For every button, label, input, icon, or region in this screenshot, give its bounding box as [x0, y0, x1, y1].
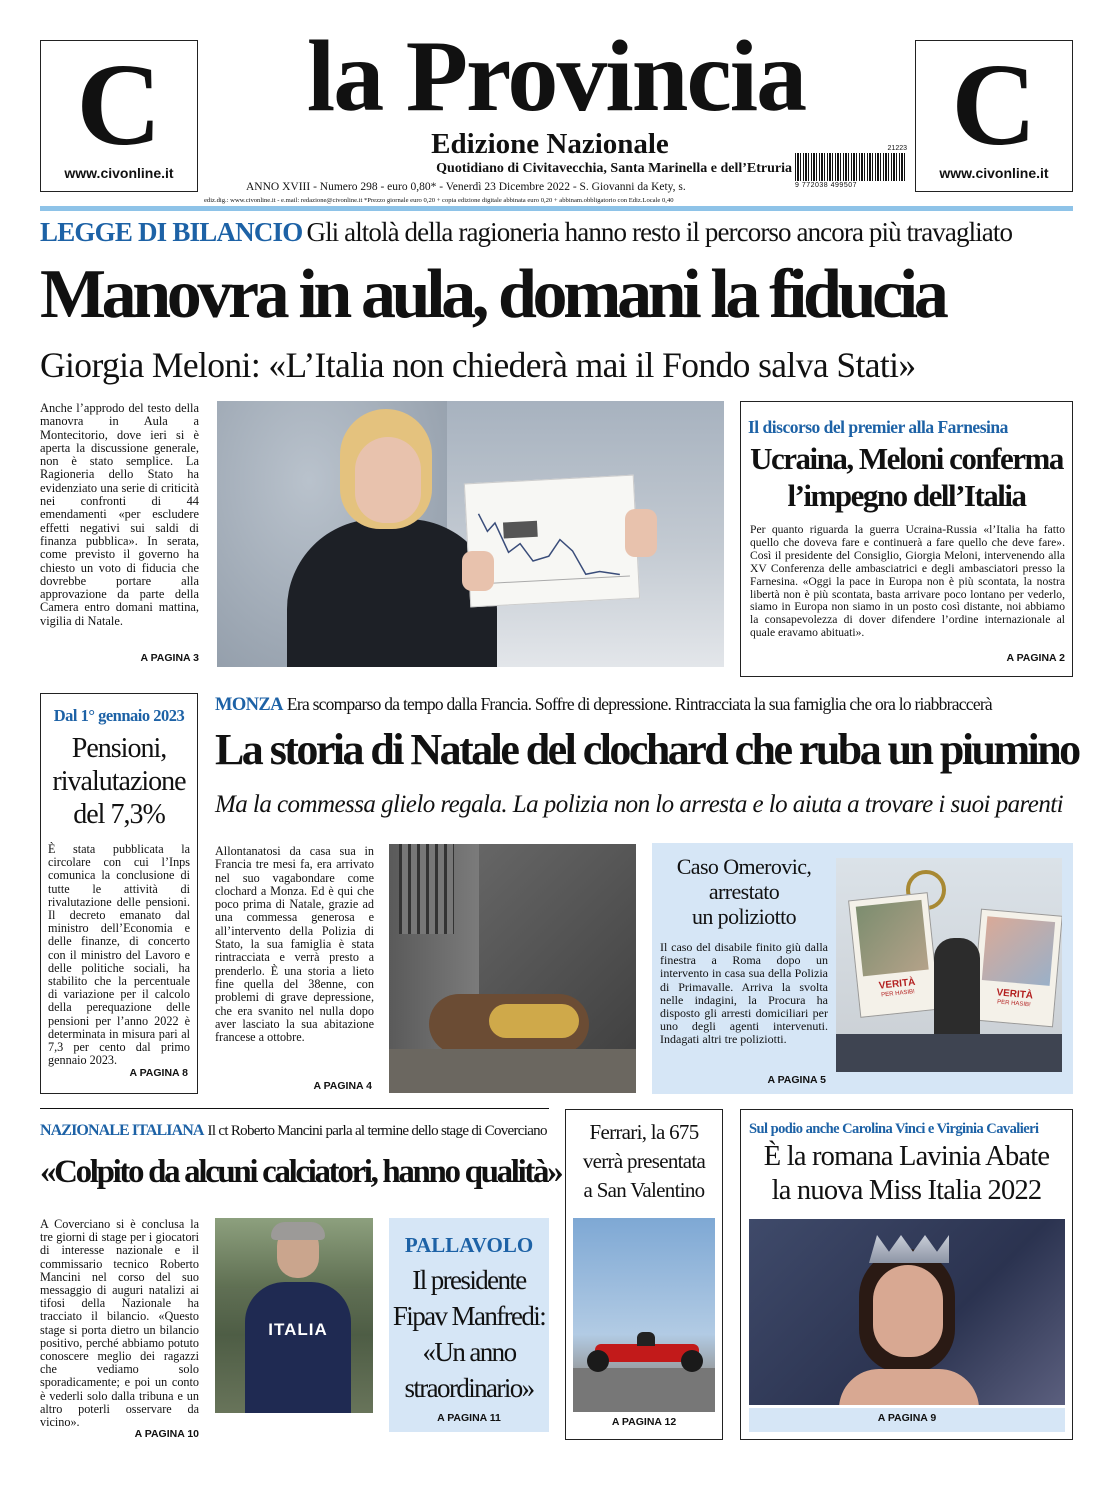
- masthead-rule: [40, 206, 1073, 211]
- jacket: [287, 519, 497, 667]
- mancini-kicker-line: [40, 1120, 560, 1142]
- ukraine-page-ref[interactable]: A PAGINA 2: [1006, 652, 1065, 664]
- fine-print: ediz.dig.: www.civonline.it - e.mail: redazione@civonline.it *Prezzo giornale euro 0,20 + copia edizione digitale abbinata euro 0,20 + abbinam.obbligatorio con Ediz.Locale 0,40: [204, 197, 674, 204]
- lead-kicker: LEGGE DI BILANCIO: [40, 217, 303, 247]
- volley-headline-line-2: Fipav Manfredi:: [392, 1301, 546, 1331]
- lead-body: Anche l’approdo del testo della manovra in Aula a Montecitorio, dove ieri si è aperta la discussione generale, non è stato semplice. La Ragioneria dello Stato ha evidenziato una serie di criticità nei confronti di 44 emendamenti «per escludere effetti negativi sui saldi di finanza pubblica». In serata, come previsto il governo ha chiesto un voto di fiducia che dovrebbe portare alla approvazione da parte della Camera entro domani mattina, vigilia di Natale.: [40, 401, 199, 628]
- mancini-kicker-text: Il ct Roberto Mancini parla al termine dello stage di Coverciano: [207, 1123, 547, 1139]
- barcode-bars: [795, 153, 907, 181]
- ferrari-headline-line-3: a San Valentino: [583, 1178, 705, 1202]
- pensions-headline[interactable]: [40, 732, 198, 831]
- volley-kicker: PALLAVOLO: [404, 1233, 534, 1257]
- clochard-headline[interactable]: La storia di Natale del clochard che ruba un piumino: [215, 725, 1079, 774]
- mancini-jacket: [245, 1282, 351, 1413]
- pensions-body: È stata pubblicata la circolare con cui l’Inps comunica la conclusione di tutte le attività di rivalutazione delle pensioni. Il decreto emanato dal ministro dell’Economia e delle finanze, di concerto con il ministro del Lavoro e delle politiche sociali, ha stabilito che la percentuale di variazione per il calcolo della perequazione delle pensioni per l’anno 2022 è determinata in misura pari al 7,3 per cento dal primo gennaio 2023.: [48, 842, 190, 1068]
- ferrari-headline[interactable]: [565, 1118, 723, 1205]
- masthead-edition: Edizione Nazionale: [431, 128, 669, 160]
- omerovic-page-ref[interactable]: A PAGINA 5: [767, 1074, 826, 1086]
- ukraine-kicker: Il discorso del premier alla Farnesina: [748, 417, 1008, 437]
- clochard-subhead: Ma la commessa glielo regala. La polizia non lo arresta e lo aiuta a trovare i suoi parenti: [215, 791, 1064, 818]
- desk: [836, 1034, 1062, 1072]
- clochard-kicker-text: Era scomparso da tempo dalla Francia. Soffre di depressione. Rintracciata la sua famiglia che ora lo riabbraccerà: [286, 694, 992, 714]
- miss-headline-line-2: la nuova Miss Italia 2022: [771, 1175, 1042, 1206]
- mancini-kicker: NAZIONALE ITALIANA: [40, 1122, 204, 1139]
- protest-sign-right: [971, 909, 1062, 1028]
- miss-photo: [749, 1219, 1065, 1405]
- pensions-page-ref[interactable]: A PAGINA 8: [129, 1067, 188, 1079]
- ukraine-headline[interactable]: [740, 440, 1073, 514]
- clochard-photo: [389, 844, 636, 1093]
- sign-text-left-2: PER HASIB!: [881, 989, 916, 999]
- protest-sign-left: [848, 892, 940, 1018]
- mancini-headline[interactable]: «Colpito da alcuni calciatori, hanno qualità»: [40, 1154, 562, 1190]
- face: [355, 437, 421, 523]
- miss-kicker: Sul podio anche Carolina Vinci e Virginia Cavalieri: [749, 1121, 1039, 1137]
- miss-face: [873, 1265, 943, 1357]
- mancini-photo: [215, 1218, 373, 1413]
- mancini-shirt-text: ITALIA: [268, 1320, 328, 1339]
- ferrari-headline-line-1: Ferrari, la 675: [589, 1120, 699, 1144]
- volley-page-ref[interactable]: A PAGINA 11: [437, 1412, 501, 1424]
- mancini-body: A Coverciano si è conclusa la tre giorni di stage per i giocatori di interesse nazionale e il commissario tecnico Roberto Mancini nel corso del suo messaggio di auguri natalizi ai tifosi della Nazionale ha tracciato il bilancio. «Questo stage si porta dietro un bilancio positivo, perché abbiamo potuto conoscere meglio dei ragazzi che vediamo solo sporadicamente; e poi un conto è vederli solo dalla tribuna e un altro poterli osservare da vicino».: [40, 1217, 199, 1430]
- barcode-top-number: 21223: [887, 145, 907, 152]
- clochard-body: Allontanatosi da casa sua in Francia tre mesi fa, era arrivato nel suo vagabondare come clochard a Monza. Ed è qui che poco prima di Natale, grazie ad una commessa generosa e all’intervento della Polizia di Stato, la sua famiglia è stata rintracciata e verrà presto a prenderlo. È una storia a lieto fine quella del 38enne, con problemi di grave depressione, che era svanito nel nulla dopo aver lasciato la sua abitazione francese a ottobre.: [215, 844, 374, 1045]
- pensions-headline-line-3: del 7,3%: [73, 799, 165, 830]
- pensions-kicker: Dal 1° gennaio 2023: [53, 706, 185, 725]
- volley-headline-line-4: straordinario»: [404, 1373, 534, 1403]
- masthead-title: la Provincia: [306, 20, 806, 133]
- meloni-photo: [217, 401, 724, 667]
- omerovic-headline-line-1: Caso Omerovic,: [676, 854, 812, 879]
- sign-text-right: VERITÀ: [995, 987, 1034, 1002]
- ukraine-headline-line-2: l’impegno dell’Italia: [787, 478, 1026, 513]
- chart-sheet-graph: [465, 476, 641, 609]
- ukraine-headline-line-1: Ucraina, Meloni conferma: [750, 441, 1063, 476]
- miss-headline-line-1: È la romana Lavinia Abate: [763, 1141, 1050, 1172]
- ear-url[interactable]: www.civonline.it: [64, 165, 174, 181]
- golden-bag: [489, 1004, 579, 1038]
- ferrari-headline-line-2: verrà presentata: [582, 1149, 706, 1173]
- ferrari-page-ref[interactable]: A PAGINA 12: [611, 1416, 677, 1428]
- miss-headline[interactable]: [740, 1140, 1073, 1208]
- sign-text-right-2: PER HASIB!: [996, 999, 1031, 1009]
- omerovic-headline-line-3: un poliziotto: [691, 904, 797, 929]
- omerovic-headline[interactable]: [655, 854, 833, 929]
- pensions-headline-line-1: Pensioni,: [71, 733, 167, 764]
- mancini-page-ref[interactable]: A PAGINA 10: [134, 1428, 199, 1440]
- lead-kicker-line: [40, 214, 1080, 255]
- volley-headline-line-3: «Un anno: [422, 1337, 516, 1367]
- ferrari-photo: [573, 1218, 715, 1412]
- lead-kicker-text: Gli altolà della ragioneria hanno resto il percorso ancora più travagliato: [306, 217, 1013, 247]
- left-ear: [40, 40, 198, 192]
- clochard-page-ref[interactable]: A PAGINA 4: [313, 1080, 372, 1092]
- masthead-subtitle: Quotidiano di Civitavecchia, Santa Marinella e dell’Etruria: [436, 161, 792, 176]
- omerovic-body: Il caso del disabile finito giù dalla finestra a Roma dopo un intervento in casa sua della Polizia di Primavalle. Arriva la svolta nelle indagini, la Procura ha disposto gli arresti domiciliari per uno degli agenti intervenuti. Indagati altri tre poliziotti.: [660, 940, 828, 1047]
- right-ear: [915, 40, 1073, 192]
- barcode-digits: 9 772038 499507: [795, 182, 857, 189]
- lead-subhead: Giorgia Meloni: «L’Italia non chiederà mai il Fondo salva Stati»: [40, 345, 916, 385]
- barcode: [795, 145, 907, 193]
- ear-logo-letter: C: [76, 39, 162, 170]
- ukraine-body: Per quanto riguarda la guerra Ucraina-Russia «l’Italia ha fatto quello che doveva fare e continuerà a fare quello che deve fare». Così il presidente del Consiglio, Giorgia Meloni, intervenendo alla XV Conferenza delle ambasciatrici e degli ambasciatori presso la Farnesina. «Oggi la pace in Europa non è più scontata, la nostra libertà non è più scontata, basta arrivare poco lontano per vederlo, siamo in Europa non siamo in un posto così distante, noi abbiamo la consapevolezza di dover difendere l’ordine internazionale al quale eravamo abituati».: [750, 523, 1065, 640]
- volley-headline-line-1: Il presidente: [412, 1265, 526, 1295]
- crown-icon: [869, 1235, 949, 1263]
- clochard-kicker-line: [215, 692, 1085, 718]
- pensions-headline-line-2: rivalutazione: [52, 766, 186, 797]
- volley-headline[interactable]: [389, 1262, 549, 1406]
- omerovic-headline-line-2: arrestato: [708, 879, 780, 904]
- lead-headline[interactable]: Manovra in aula, domani la fiducia: [40, 256, 945, 333]
- lead-page-ref[interactable]: A PAGINA 3: [140, 652, 199, 664]
- omerovic-photo: [836, 858, 1062, 1072]
- sign-text-left: VERITÀ: [878, 976, 916, 992]
- clochard-kicker: MONZA: [215, 695, 283, 715]
- ear-url[interactable]: www.civonline.it: [939, 165, 1049, 181]
- issue-line: ANNO XVIII - Numero 298 - euro 0,80* - Venerdì 23 Dicembre 2022 - S. Giovanni da Kety, s.: [246, 181, 686, 193]
- ear-logo-letter: C: [951, 39, 1037, 170]
- miss-page-ref[interactable]: A PAGINA 9: [877, 1412, 937, 1424]
